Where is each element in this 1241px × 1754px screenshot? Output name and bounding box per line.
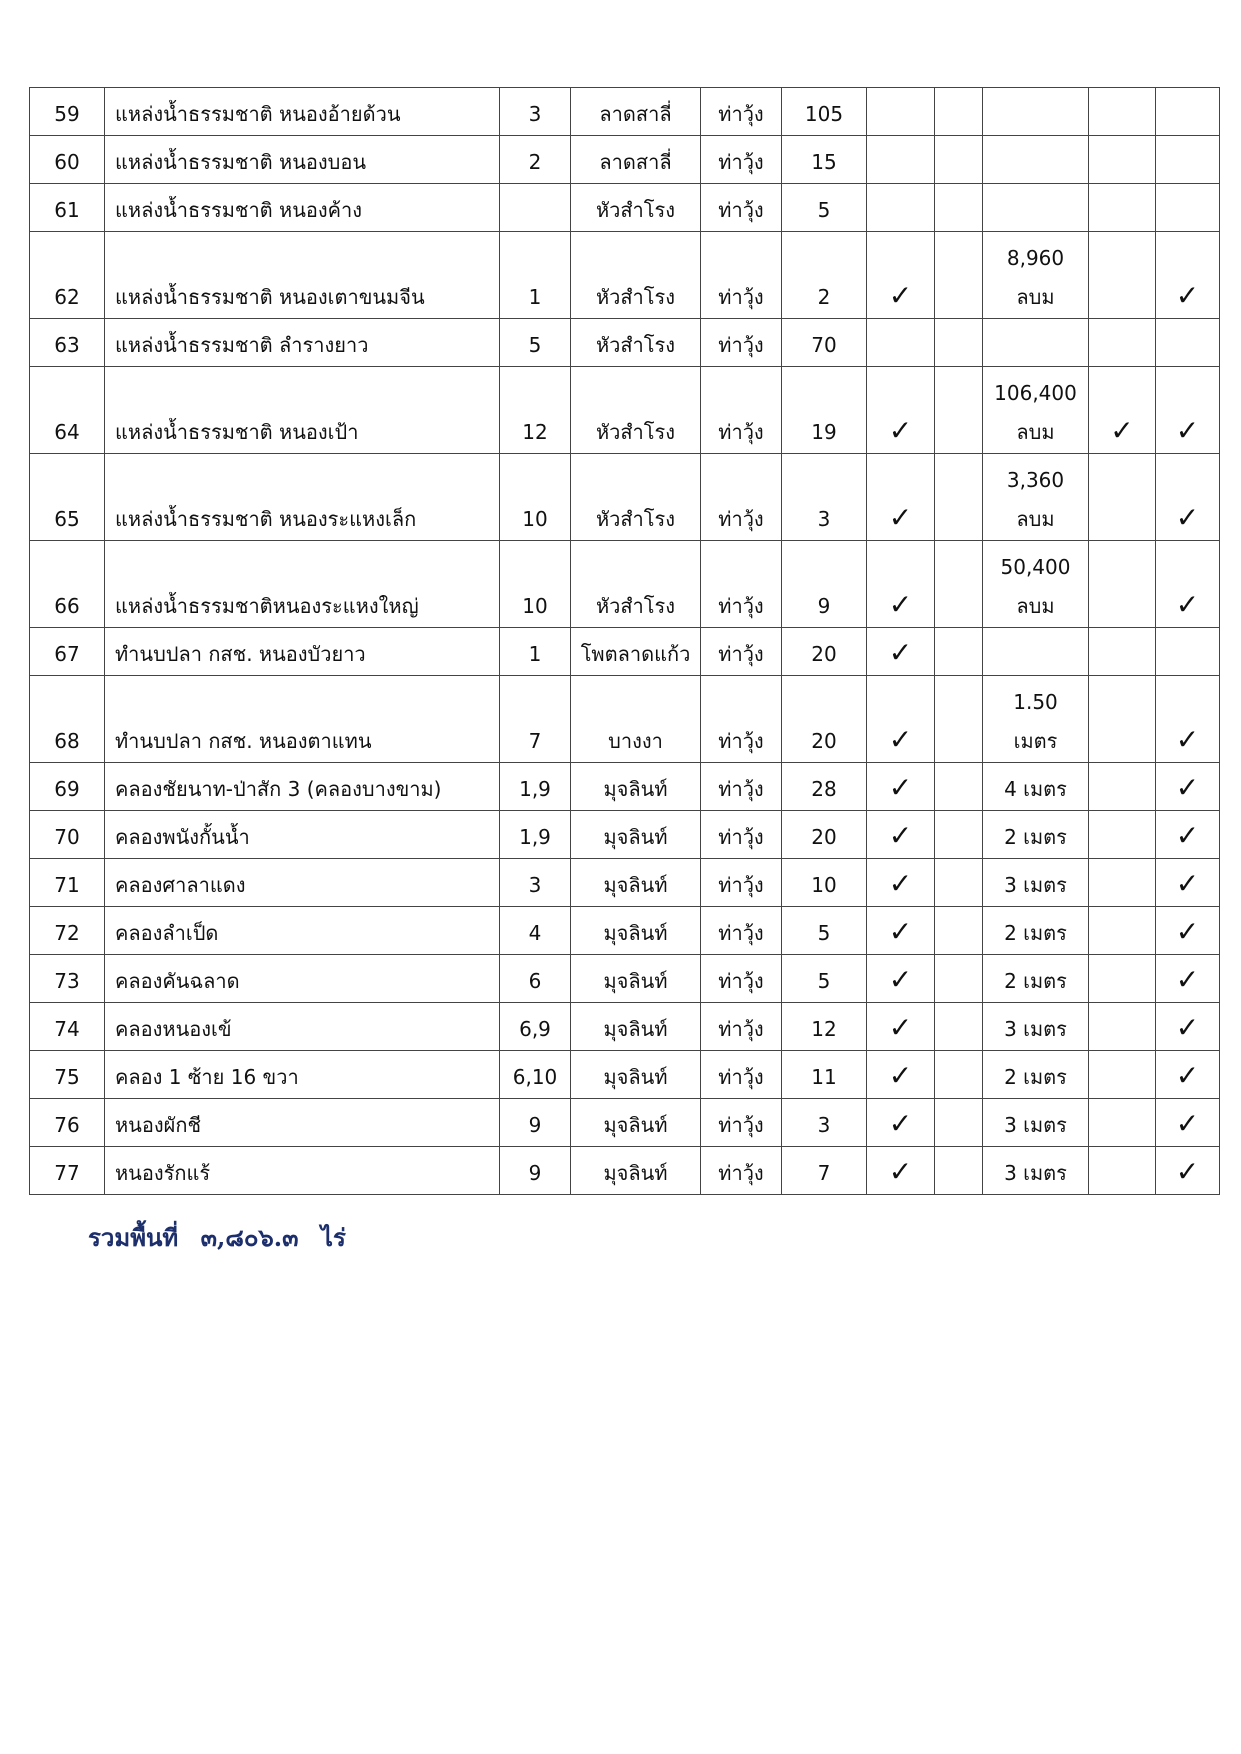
row-number-cell: 66 [30,541,105,628]
row-number-cell: 61 [30,184,105,232]
table-row [30,811,1220,859]
capacity-cell [983,319,1089,367]
water-source-name-cell: แหล่งน้ำธรรมชาติ หนองค้าง [105,184,500,232]
checkmark-icon: ✓ [1175,963,1200,996]
check-cell [1156,184,1220,232]
water-source-name-cell: คลอง 1 ซ้าย 16 ขวา [105,1051,500,1099]
area-cell: 11 [782,1051,867,1099]
capacity-unit: 2 เมตร [1004,1065,1067,1089]
table-row [30,319,1220,367]
table-row [30,88,1220,136]
capacity-cell [983,1003,1089,1051]
capacity-cell [983,454,1089,541]
check-cell [867,184,935,232]
village-number-cell: 1 [500,232,571,319]
district-cell: ท่าวุ้ง [701,136,782,184]
subdistrict-cell: บางงา [571,676,701,763]
check-cell [1089,1003,1156,1051]
subdistrict-cell: โพตลาดแก้ว [571,628,701,676]
subdistrict-cell: หัวสำโรง [571,232,701,319]
area-cell: 2 [782,232,867,319]
check-cell [1156,1051,1220,1099]
row-number-cell: 74 [30,1003,105,1051]
capacity-value: 8,960 [1006,246,1065,270]
water-source-name-cell: แหล่งน้ำธรรมชาติ หนองเตาขนมจีน [105,232,500,319]
checkmark-icon: ✓ [888,819,913,852]
capacity-cell [983,811,1089,859]
row-number-cell: 68 [30,676,105,763]
water-source-name-cell: แหล่งน้ำธรรมชาติ หนองระแหงเล็ก [105,454,500,541]
area-cell: 3 [782,454,867,541]
total-unit: ไร่ [320,1223,346,1252]
checkmark-icon: ✓ [888,279,913,312]
check-cell [867,811,935,859]
check-cell [867,628,935,676]
village-number-cell: 12 [500,367,571,454]
district-cell: ท่าวุ้ง [701,907,782,955]
capacity-cell [983,1099,1089,1147]
checkmark-icon: ✓ [888,867,913,900]
row-number-cell: 67 [30,628,105,676]
village-number-cell: 10 [500,541,571,628]
check-cell [1089,454,1156,541]
district-cell: ท่าวุ้ง [701,1051,782,1099]
check-cell [1089,811,1156,859]
capacity-value: 1.50 [1013,690,1058,714]
row-number-cell: 73 [30,955,105,1003]
check-cell [1156,1099,1220,1147]
checkmark-icon: ✓ [1175,819,1200,852]
village-number-cell: 3 [500,88,571,136]
checkmark-icon: ✓ [1175,1011,1200,1044]
district-cell: ท่าวุ้ง [701,541,782,628]
table-row [30,1147,1220,1195]
district-cell: ท่าวุ้ง [701,859,782,907]
water-source-name-cell: แหล่งน้ำธรรมชาติ หนองเป้า [105,367,500,454]
check-cell [1156,319,1220,367]
subdistrict-cell: มุจลินท์ [571,811,701,859]
subdistrict-cell: มุจลินท์ [571,1099,701,1147]
check-cell [1156,1147,1220,1195]
capacity-unit: 4 เมตร [1004,777,1067,801]
checkmark-icon: ✓ [888,636,913,669]
check-cell [867,1099,935,1147]
area-cell: 20 [782,811,867,859]
empty-cell [935,136,983,184]
check-cell [1156,763,1220,811]
checkmark-icon: ✓ [888,1059,913,1092]
area-cell: 12 [782,1003,867,1051]
area-cell: 10 [782,859,867,907]
checkmark-icon: ✓ [1175,1059,1200,1092]
total-value: ๓,๘๐๖.๓ [200,1223,299,1252]
checkmark-icon: ✓ [1175,1155,1200,1188]
check-cell [1089,541,1156,628]
checkmark-icon: ✓ [1175,588,1200,621]
row-number-cell: 77 [30,1147,105,1195]
water-source-name-cell: แหล่งน้ำธรรมชาติหนองระแหงใหญ่ [105,541,500,628]
capacity-value: 3,360 [1006,468,1065,492]
check-cell [1156,454,1220,541]
district-cell: ท่าวุ้ง [701,811,782,859]
table-row [30,454,1220,541]
water-source-name-cell: คลองลำเป็ด [105,907,500,955]
village-number-cell: 6,9 [500,1003,571,1051]
row-number-cell: 75 [30,1051,105,1099]
row-number-cell: 71 [30,859,105,907]
village-number-cell: 5 [500,319,571,367]
checkmark-icon: ✓ [888,771,913,804]
capacity-cell [983,541,1089,628]
check-cell [1089,1099,1156,1147]
village-number-cell: 6 [500,955,571,1003]
water-source-name-cell: คลองพนังกั้นน้ำ [105,811,500,859]
checkmark-icon: ✓ [888,1155,913,1188]
check-cell [1089,676,1156,763]
checkmark-icon: ✓ [888,915,913,948]
check-cell [1089,319,1156,367]
table-row [30,232,1220,319]
checkmark-icon: ✓ [888,414,913,447]
check-cell [867,1147,935,1195]
subdistrict-cell: หัวสำโรง [571,319,701,367]
capacity-cell [983,907,1089,955]
table-row [30,136,1220,184]
check-cell [1089,628,1156,676]
water-source-name-cell: คลองศาลาแดง [105,859,500,907]
capacity-cell [983,1051,1089,1099]
check-cell [1156,676,1220,763]
row-number-cell: 76 [30,1099,105,1147]
village-number-cell: 2 [500,136,571,184]
capacity-cell [983,859,1089,907]
checkmark-icon: ✓ [1175,501,1200,534]
table-row [30,763,1220,811]
water-source-name-cell: คลองชัยนาท-ป่าสัก 3 (คลองบางขาม) [105,763,500,811]
table-row [30,1099,1220,1147]
checkmark-icon: ✓ [888,501,913,534]
subdistrict-cell: มุจลินท์ [571,1003,701,1051]
empty-cell [935,676,983,763]
row-number-cell: 60 [30,136,105,184]
capacity-cell [983,232,1089,319]
check-cell [1089,88,1156,136]
area-cell: 5 [782,907,867,955]
water-source-name-cell: แหล่งน้ำธรรมชาติ ลำรางยาว [105,319,500,367]
checkmark-icon: ✓ [888,1107,913,1140]
village-number-cell: 9 [500,1099,571,1147]
capacity-cell [983,367,1089,454]
capacity-unit: ลบม [1016,285,1055,309]
area-cell: 7 [782,1147,867,1195]
checkmark-icon: ✓ [888,588,913,621]
checkmark-icon: ✓ [888,723,913,756]
check-cell [1089,907,1156,955]
subdistrict-cell: หัวสำโรง [571,454,701,541]
check-cell [1156,1003,1220,1051]
empty-cell [935,763,983,811]
capacity-value: 106,400 [994,381,1077,405]
check-cell [867,676,935,763]
capacity-cell [983,763,1089,811]
area-cell: 19 [782,367,867,454]
checkmark-icon: ✓ [1175,414,1200,447]
area-cell: 5 [782,955,867,1003]
check-cell [867,88,935,136]
capacity-unit: ลบม [1016,507,1055,531]
checkmark-icon: ✓ [1175,915,1200,948]
row-number-cell: 63 [30,319,105,367]
area-cell: 9 [782,541,867,628]
capacity-unit: 3 เมตร [1004,1113,1067,1137]
check-cell [1089,1051,1156,1099]
empty-cell [935,1147,983,1195]
district-cell: ท่าวุ้ง [701,88,782,136]
empty-cell [935,859,983,907]
checkmark-icon: ✓ [1175,867,1200,900]
check-cell [867,907,935,955]
checkmark-icon: ✓ [888,963,913,996]
capacity-cell [983,136,1089,184]
area-cell: 20 [782,676,867,763]
capacity-cell [983,184,1089,232]
empty-cell [935,628,983,676]
capacity-unit: 2 เมตร [1004,825,1067,849]
water-source-name-cell: ทำนบปลา กสช. หนองบัวยาว [105,628,500,676]
subdistrict-cell: มุจลินท์ [571,1147,701,1195]
water-source-table [29,87,1220,1195]
district-cell: ท่าวุ้ง [701,1147,782,1195]
water-source-name-cell: แหล่งน้ำธรรมชาติ หนองบอน [105,136,500,184]
area-cell: 105 [782,88,867,136]
district-cell: ท่าวุ้ง [701,763,782,811]
capacity-cell [983,628,1089,676]
capacity-cell [983,676,1089,763]
village-number-cell [500,184,571,232]
table-row [30,907,1220,955]
table-row [30,628,1220,676]
check-cell [867,859,935,907]
subdistrict-cell: มุจลินท์ [571,859,701,907]
capacity-unit: เมตร [1013,729,1058,753]
capacity-value: 50,400 [1000,555,1071,579]
row-number-cell: 69 [30,763,105,811]
district-cell: ท่าวุ้ง [701,454,782,541]
subdistrict-cell: มุจลินท์ [571,955,701,1003]
district-cell: ท่าวุ้ง [701,955,782,1003]
capacity-unit: 2 เมตร [1004,969,1067,993]
subdistrict-cell: หัวสำโรง [571,184,701,232]
check-cell [1156,859,1220,907]
row-number-cell: 59 [30,88,105,136]
empty-cell [935,184,983,232]
check-cell [1156,955,1220,1003]
capacity-cell [983,88,1089,136]
check-cell [1089,136,1156,184]
empty-cell [935,541,983,628]
table-row [30,541,1220,628]
district-cell: ท่าวุ้ง [701,367,782,454]
water-source-name-cell: หนองรักแร้ [105,1147,500,1195]
village-number-cell: 7 [500,676,571,763]
check-cell [1089,232,1156,319]
row-number-cell: 64 [30,367,105,454]
empty-cell [935,319,983,367]
empty-cell [935,907,983,955]
village-number-cell: 9 [500,1147,571,1195]
empty-cell [935,1003,983,1051]
total-label: รวมพื้นที่ [88,1223,179,1252]
check-cell [867,763,935,811]
village-number-cell: 1,9 [500,811,571,859]
table-row [30,955,1220,1003]
subdistrict-cell: มุจลินท์ [571,1051,701,1099]
check-cell [1156,628,1220,676]
village-number-cell: 1 [500,628,571,676]
check-cell [1089,955,1156,1003]
district-cell: ท่าวุ้ง [701,232,782,319]
check-cell [867,232,935,319]
checkmark-icon: ✓ [1175,771,1200,804]
empty-cell [935,955,983,1003]
check-cell [867,367,935,454]
check-cell [867,955,935,1003]
check-cell [1156,136,1220,184]
area-cell: 70 [782,319,867,367]
checkmark-icon: ✓ [1175,723,1200,756]
empty-cell [935,811,983,859]
capacity-unit: ลบม [1016,594,1055,618]
water-source-name-cell: หนองผักชี [105,1099,500,1147]
village-number-cell: 3 [500,859,571,907]
check-cell [1089,367,1156,454]
total-area [88,1218,360,1257]
capacity-cell [983,955,1089,1003]
check-cell [1156,88,1220,136]
capacity-cell [983,1147,1089,1195]
check-cell [1156,907,1220,955]
water-source-name-cell: คลองคันฉลาด [105,955,500,1003]
district-cell: ท่าวุ้ง [701,1003,782,1051]
subdistrict-cell: หัวสำโรง [571,367,701,454]
area-cell: 20 [782,628,867,676]
table-row [30,1003,1220,1051]
capacity-unit: 3 เมตร [1004,873,1067,897]
row-number-cell: 70 [30,811,105,859]
area-cell: 15 [782,136,867,184]
area-cell: 3 [782,1099,867,1147]
table-row [30,676,1220,763]
subdistrict-cell: หัวสำโรง [571,541,701,628]
check-cell [1156,367,1220,454]
subdistrict-cell: ลาดสาลี่ [571,88,701,136]
empty-cell [935,88,983,136]
capacity-unit: 3 เมตร [1004,1017,1067,1041]
check-cell [1089,763,1156,811]
table-row [30,859,1220,907]
check-cell [867,541,935,628]
district-cell: ท่าวุ้ง [701,1099,782,1147]
capacity-unit: 2 เมตร [1004,921,1067,945]
village-number-cell: 4 [500,907,571,955]
check-cell [867,319,935,367]
water-source-name-cell: คลองหนองเข้ [105,1003,500,1051]
subdistrict-cell: มุจลินท์ [571,763,701,811]
check-cell [867,1051,935,1099]
empty-cell [935,232,983,319]
area-cell: 28 [782,763,867,811]
check-cell [1089,1147,1156,1195]
water-source-name-cell: ทำนบปลา กสช. หนองตาแทน [105,676,500,763]
table-row [30,367,1220,454]
table-body [30,88,1220,1195]
water-source-name-cell: แหล่งน้ำธรรมชาติ หนองอ้ายด้วน [105,88,500,136]
check-cell [1156,541,1220,628]
checkmark-icon: ✓ [888,1011,913,1044]
row-number-cell: 65 [30,454,105,541]
checkmark-icon: ✓ [1175,279,1200,312]
table-row [30,184,1220,232]
check-cell [1089,184,1156,232]
empty-cell [935,454,983,541]
village-number-cell: 10 [500,454,571,541]
district-cell: ท่าวุ้ง [701,184,782,232]
district-cell: ท่าวุ้ง [701,319,782,367]
empty-cell [935,1051,983,1099]
capacity-unit: ลบม [1016,420,1055,444]
empty-cell [935,367,983,454]
check-cell [867,454,935,541]
village-number-cell: 6,10 [500,1051,571,1099]
table-row [30,1051,1220,1099]
row-number-cell: 62 [30,232,105,319]
checkmark-icon: ✓ [1175,1107,1200,1140]
capacity-unit: 3 เมตร [1004,1161,1067,1185]
area-cell: 5 [782,184,867,232]
check-cell [867,1003,935,1051]
subdistrict-cell: ลาดสาลี่ [571,136,701,184]
check-cell [1089,859,1156,907]
check-cell [867,136,935,184]
district-cell: ท่าวุ้ง [701,628,782,676]
check-cell [1156,232,1220,319]
empty-cell [935,1099,983,1147]
subdistrict-cell: มุจลินท์ [571,907,701,955]
village-number-cell: 1,9 [500,763,571,811]
checkmark-icon: ✓ [1110,414,1134,447]
row-number-cell: 72 [30,907,105,955]
district-cell: ท่าวุ้ง [701,676,782,763]
check-cell [1156,811,1220,859]
